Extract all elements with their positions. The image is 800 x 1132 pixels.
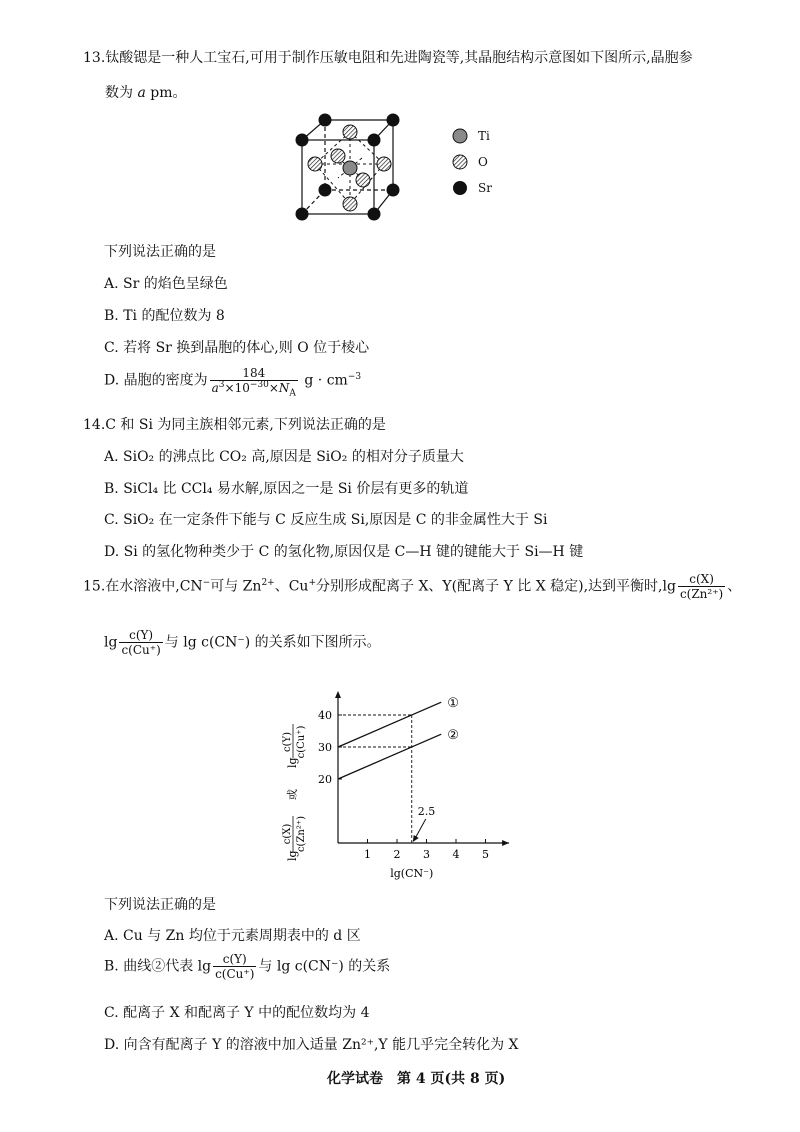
q13-option-b: B. Ti 的配位数为 8: [104, 308, 225, 324]
density-denominator: $a^3\times 10^{-30}\times N_A$: [211, 380, 296, 399]
annotation-arrowhead-icon: [413, 835, 419, 842]
y-label-bottom-lg: lg: [286, 850, 299, 861]
o-atom-icon: [452, 154, 468, 170]
q13-option-d-label: D. 晶胞的密度为: [104, 372, 208, 389]
q14-option-b: B. SiCl₄ 比 CCl₄ 易水解,原因之一是 Si 价层有更多的轨道: [104, 481, 469, 497]
y-label-top-lg: lg: [286, 757, 299, 768]
annotation-arrow: [415, 819, 426, 839]
y-tick-label: 40: [318, 709, 332, 722]
density-unit: g · cm: [304, 372, 348, 389]
legend-sr-label: Sr: [478, 181, 492, 195]
y-label-top-num: c(Y): [282, 731, 293, 753]
x-tick-label: 2: [393, 848, 401, 861]
y-tick-label: 30: [318, 741, 332, 754]
q13-option-d: D. 晶胞的密度为 $\frac{184}{a^3\times 10^{-30}\times N_A}$ $g \cdot cm^{-3}$: [104, 366, 362, 399]
q15-chart: [270, 668, 530, 883]
annotation-label: 2.5: [417, 805, 436, 818]
q13-density-fraction: [210, 366, 298, 399]
q13-stem-line1: 13.钛酸锶是一种人工宝石,可用于制作压敏电阻和先进陶瓷等,其晶胞结构示意图如下图所示,晶胞参: [83, 50, 693, 66]
series-label-1: ①: [447, 696, 459, 712]
x-tick-label: 5: [482, 848, 489, 861]
q15-stem-line1: 15.在水溶液中,CN−可与 $Zn^{2+}$、Cu+分别形成配离子 X、Y(配离子 Y 比 X 稳定),达到平衡时,lg $\frac{c(X)}{\text{c(Zn²⁺)}}$ 、: [83, 572, 742, 601]
q13-stem-line2: 数为 a pm。: [105, 85, 187, 101]
q15-fraction-x: $\frac{c(X)}{\text{c(Zn²⁺)}}$: [679, 572, 724, 601]
x-tick-label: 3: [423, 848, 430, 861]
series-label-2: ②: [447, 728, 459, 744]
q15-option-b-fraction: $\frac{c(Y)}{c(Cu^+)}$: [215, 952, 255, 981]
y-label-bottom-den: c(Zn²⁺): [296, 815, 307, 853]
y-label-bottom-num: c(X): [282, 823, 293, 845]
y-label-top-den: c(Cu⁺): [296, 725, 307, 759]
q15-option-a: A. Cu 与 Zn 均位于元素周期表中的 d 区: [104, 928, 361, 944]
q13-option-a: A. Sr 的焰色呈绿色: [104, 276, 228, 292]
legend-o-label: O: [478, 155, 488, 169]
q13-prompt: 下列说法正确的是: [104, 244, 216, 260]
legend-ti-label: Ti: [478, 129, 490, 143]
q15-option-d: D. 向含有配离子 Y 的溶液中加入适量 Zn²⁺,Y 能几乎完全转化为 X: [104, 1037, 519, 1053]
q14-option-d: D. Si 的氢化物种类少于 C 的氢化物,原因仅是 C—H 键的键能大于 Si—H 键: [104, 544, 584, 560]
x-axis-label: lg(CN⁻): [390, 867, 434, 880]
y-label-or: 或: [286, 789, 299, 800]
sr-atom-icon: [452, 180, 468, 196]
q15-stem-line2: lg $\frac{c(Y)}{c(Cu^+)}$ 与 lg c(CN⁻) 的关系如下图所示。: [104, 628, 381, 657]
density-numerator: 184: [210, 366, 298, 381]
y-tick-label: 20: [318, 773, 332, 786]
y-axis-label: [282, 724, 307, 861]
ti-atom-icon: [452, 128, 468, 144]
q13-option-c: C. 若将 Sr 换到晶胞的体心,则 O 位于棱心: [104, 340, 370, 356]
q15-prompt: 下列说法正确的是: [104, 897, 216, 913]
y-axis-arrow-icon: [335, 691, 341, 698]
x-tick-label: 1: [364, 848, 371, 861]
q15-option-b: B. 曲线②代表 lg $\frac{c(Y)}{c(Cu^+)}$ 与 lg c(CN⁻) 的关系: [104, 952, 391, 981]
q15-option-c: C. 配离子 X 和配离子 Y 中的配位数均为 4: [104, 1005, 370, 1021]
x-tick-label: 4: [452, 848, 460, 861]
crystal-cell-diagram: [290, 108, 430, 233]
q14-option-c: C. SiO₂ 在一定条件下能与 C 反应生成 Si,原因是 C 的非金属性大于 Si: [104, 512, 548, 528]
q14-stem: 14.C 和 Si 为同主族相邻元素,下列说法正确的是: [83, 417, 386, 433]
x-axis-arrow-icon: [502, 840, 509, 846]
q15-fraction-y: $\frac{c(Y)}{c(Cu^+)}$: [121, 628, 161, 657]
q14-option-a: A. SiO₂ 的沸点比 CO₂ 高,原因是 SiO₂ 的相对分子质量大: [104, 449, 464, 465]
page-footer: 化学试卷 第 4 页(共 8 页): [327, 1071, 506, 1087]
